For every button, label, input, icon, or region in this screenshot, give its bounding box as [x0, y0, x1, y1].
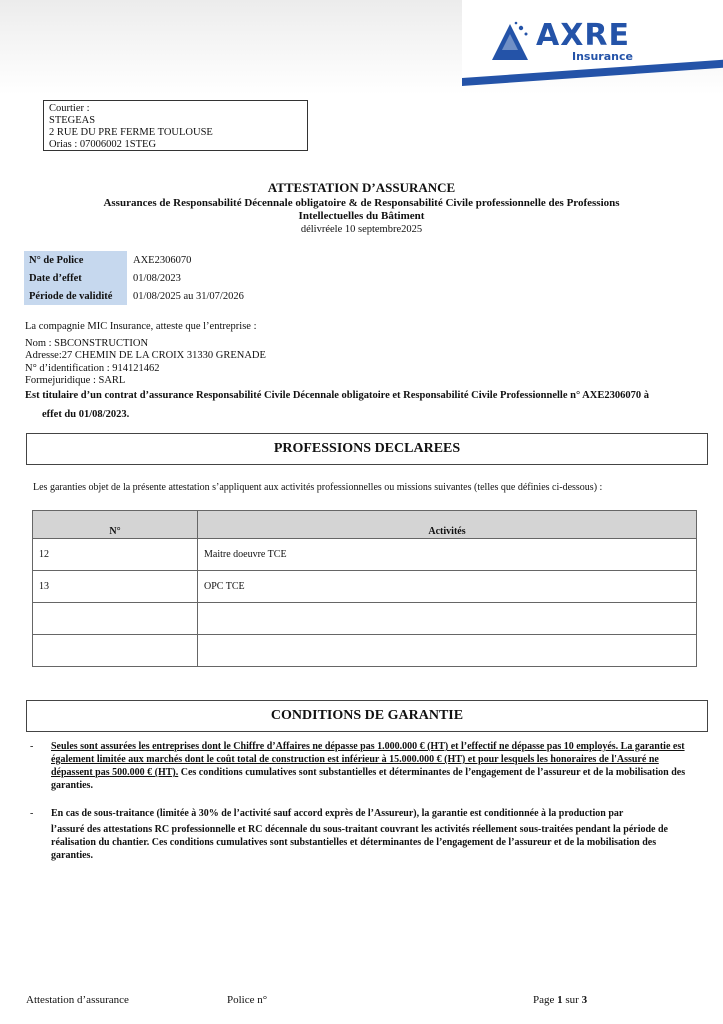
policy-number-label: N° de Police: [24, 251, 127, 269]
column-header-number: N°: [33, 511, 198, 539]
column-header-activities: Activités: [198, 511, 697, 539]
brand-logo: [488, 16, 648, 66]
bullet-dash: -: [30, 741, 34, 752]
activity-name: [198, 603, 697, 635]
pyramid-logo-icon: [490, 20, 534, 64]
condition-item-2: [30, 807, 695, 862]
effect-date-label: Date d’effet: [24, 269, 127, 287]
policy-number-value: AXE2306070: [133, 254, 192, 266]
activities-header-row: [33, 511, 697, 539]
validity-period-value: 01/08/2025 au 31/07/2026: [133, 290, 244, 302]
activity-number: [33, 603, 198, 635]
bullet-dash: -: [30, 808, 34, 819]
footer-document-name: Attestation d’assurance: [26, 994, 129, 1006]
professions-intro: Les garanties objet de la présente attestation s’appliquent aux activités professionnelles ou missions suivantes (telles que définies ci-dessous) :: [33, 482, 603, 493]
table-row: [33, 539, 697, 571]
page-total: 3: [581, 994, 588, 1006]
table-row: [33, 635, 697, 667]
insured-block: [25, 321, 266, 388]
issued-date: délivréele 10 septembre2025: [300, 224, 423, 235]
page-number: 1: [557, 994, 563, 1006]
contract-statement-line-2: effet du 01/08/2023.: [42, 409, 130, 420]
table-row: [33, 571, 697, 603]
insured-legal-form: Formejuridique : SARL: [25, 375, 126, 386]
policy-table: [24, 251, 287, 305]
effect-date-value: 01/08/2023: [133, 272, 181, 284]
brand-name: AXRE: [536, 18, 630, 53]
table-row: [33, 603, 697, 635]
activities-table: [32, 510, 697, 667]
policy-row-effect: [24, 269, 287, 287]
validity-period-label: Période de validité: [24, 287, 127, 305]
condition-text-1: [51, 740, 695, 792]
subtitle-line-2: Intellectuelles du Bâtiment: [298, 210, 425, 222]
broker-orias: Orias : 07006002 1STEG: [49, 139, 157, 150]
broker-box: [43, 100, 308, 151]
insured-name: Nom : SBCONSTRUCTION: [25, 337, 149, 349]
subcontracting-line-1: En cas de sous-traitance (limitée à 30% de l’activité sauf accord exprès de l’Assureur), la garantie est conditionnée à la production par: [51, 808, 624, 819]
activity-name: OPC TCE: [198, 571, 697, 603]
condition-limits-rest: Ces conditions cumulatives sont substantielles et déterminantes de l’engagement de l’assureur et de la mobilisation des garanties.: [51, 767, 686, 791]
insured-address: Adresse:27 CHEMIN DE LA CROIX 31330 GRENADE: [25, 350, 266, 361]
insured-intro: La compagnie MIC Insurance, atteste que l’entreprise :: [25, 321, 257, 332]
footer-page-indicator: [533, 994, 587, 1006]
activity-name: [198, 635, 697, 667]
professions-section-title: PROFESSIONS DECLAREES: [26, 433, 708, 465]
subcontracting-rest: l’assuré des attestations RC professionnelle et RC décennale du sous-traitant couvrant les activités réellement sous-traitées pendant la période de réalisation du chantier. Ces conditions cumulatives sont substantielles et déterminantes de l’engagement de l’assureur et de la mobilisation des garanties.: [51, 824, 668, 861]
activity-number: 12: [33, 539, 198, 571]
broker-address: 2 RUE DU PRE FERME TOULOUSE: [49, 127, 213, 138]
condition-item-1: [30, 740, 695, 792]
condition-limits-underlined: Seules sont assurées les entreprises dont le Chiffre d’Affaires ne dépasse pas 1.000.000 € (HT) et l’effectif ne dépasse pas 10 employés. La garantie est également limitée aux marchés dont le coût total de construction est inférieur à 15.000.000 € (HT) et pour lesquels les honoraires de l'Assuré ne dépassent pas 500.000 € (HT).: [51, 741, 685, 778]
activity-number: [33, 635, 198, 667]
broker-label: Courtier :: [49, 103, 90, 114]
broker-name: STEGEAS: [49, 115, 96, 126]
policy-row-number: [24, 251, 287, 269]
policy-row-validity: [24, 287, 287, 305]
activity-number: 13: [33, 571, 198, 603]
page-separator: sur: [562, 994, 582, 1006]
contract-statement: [25, 389, 695, 421]
footer-policy-label: Police n°: [227, 994, 268, 1006]
page-title: ATTESTATION D’ASSURANCE: [267, 180, 456, 195]
activity-name: Maitre doeuvre TCE: [198, 539, 697, 571]
subtitle-line-1: Assurances de Responsabilité Décennale obligatoire & de Responsabilité Civile professionnelle des Professions: [103, 197, 620, 209]
contract-statement-line-1: Est titulaire d’un contrat d’assurance Responsabilité Civile Décennale obligatoire et Responsabilité Civile Professionnelle n° AXE2306070 à: [25, 390, 649, 401]
brand-tagline: Insurance: [572, 50, 633, 63]
insured-identification: N° d’identification : 914121462: [25, 362, 160, 374]
conditions-section-title: CONDITIONS DE GARANTIE: [26, 700, 708, 732]
page-prefix: Page: [533, 994, 558, 1006]
